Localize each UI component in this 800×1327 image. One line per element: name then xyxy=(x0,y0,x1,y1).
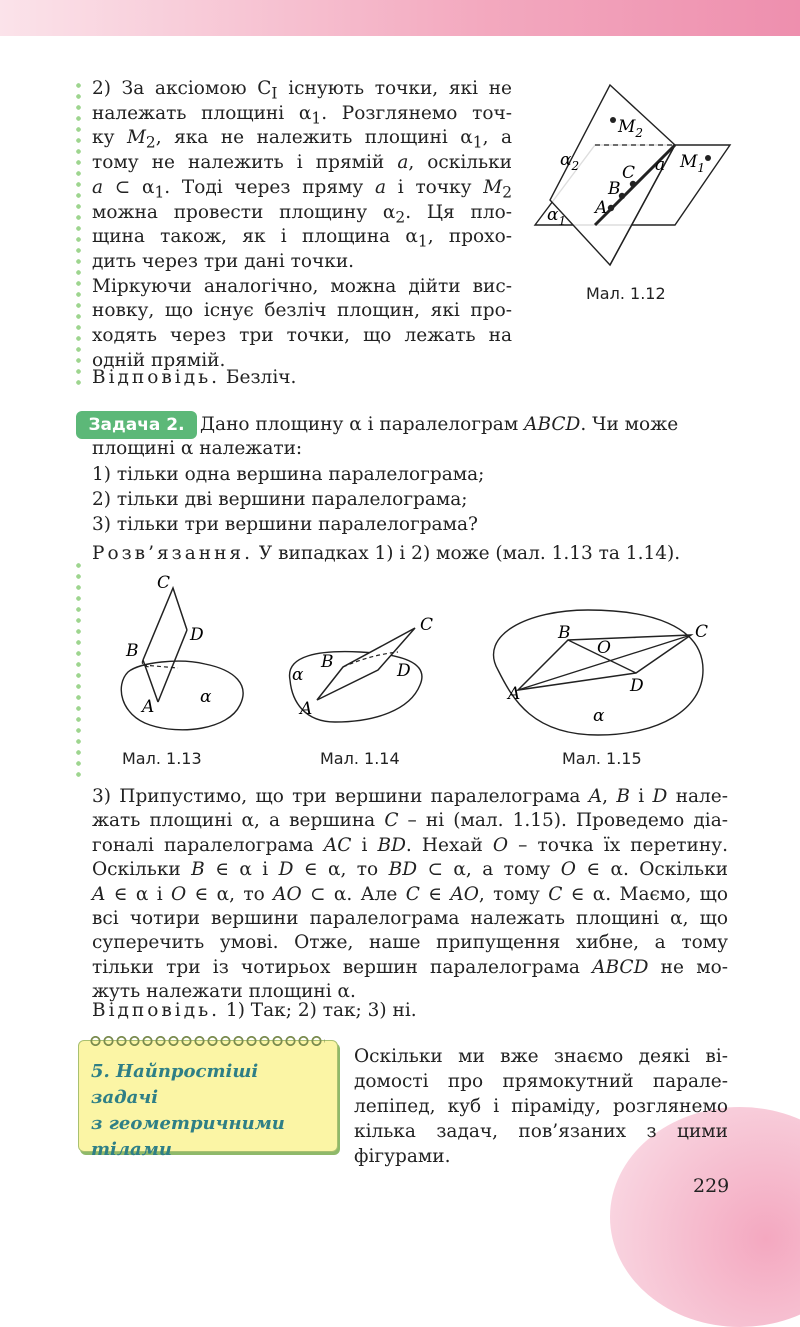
part-3-line: жуть належати площині α. xyxy=(92,981,356,1003)
task-2-option-1: 1) тільки одна вершина паралелограма; xyxy=(92,464,485,485)
section-5-intro-line: домості про прямокутний парале- xyxy=(354,1071,728,1092)
svg-text:B: B xyxy=(608,179,621,199)
svg-text:A: A xyxy=(142,697,155,717)
svg-text:A: A xyxy=(300,699,313,719)
figure-1-13-caption: Мал. 1.13 xyxy=(122,749,202,768)
svg-text:C: C xyxy=(622,163,636,183)
figure-1-15-caption: Мал. 1.15 xyxy=(562,749,642,768)
margin-dots xyxy=(76,560,81,780)
task-2-statement-line-2: площині α належати: xyxy=(92,438,303,459)
svg-text:B: B xyxy=(321,652,334,672)
figure-1-12 xyxy=(525,80,745,280)
task-2-option-2: 2) тільки дві вершини паралелограма; xyxy=(92,489,468,510)
figure-1-14 xyxy=(280,610,450,735)
part-3-line: жать площині α, а вершина C – ні (мал. 1.15). Проведемо діа- xyxy=(92,810,728,832)
svg-text:α2: $\alpha_2$ xyxy=(560,150,580,173)
svg-text:D: D xyxy=(397,661,411,681)
answer-label: Відповідь. xyxy=(92,1000,221,1021)
svg-text:a: a xyxy=(655,155,666,175)
svg-text:A: A xyxy=(595,198,608,218)
notebook-rings xyxy=(89,1033,325,1049)
figure-1-12-caption: Мал. 1.12 xyxy=(586,284,666,303)
svg-text:M2: $M_2$ xyxy=(618,117,644,140)
section-5-title-card xyxy=(78,1040,338,1160)
part-3-line: суперечить умові. Отже, наше припущення хибне, а тому xyxy=(92,932,728,954)
svg-text:O: O xyxy=(597,638,611,658)
margin-dots xyxy=(76,80,81,390)
axiom-line: ку $M_2$, яка не належить площині $\alpha_1$, а xyxy=(92,127,512,153)
axiom-line: тому не належить і прямій a, оскільки xyxy=(92,152,512,174)
part-3-line: всі чотири вершини паралелограма належать площині α, що xyxy=(92,908,728,929)
axiom-line: ходять через три точки, що лежать на xyxy=(92,325,512,346)
section-5-title-line: тілами xyxy=(91,1139,172,1160)
svg-text:B: B xyxy=(558,623,571,643)
axiom-line: дить через три дані точки. xyxy=(92,250,355,272)
axiom-line: належать площині $\alpha_1$. Розглянемо точ- xyxy=(92,102,512,128)
axiom-line: одній прямій. xyxy=(92,349,226,371)
solution-label: Розв’язання. xyxy=(92,543,253,564)
svg-text:D: D xyxy=(630,676,644,696)
figure-1-13 xyxy=(110,570,260,740)
part-3-line: Оскільки B ∈ α і D ∈ α, то BD ⊂ α, а тому O ∈ α. Оскільки xyxy=(92,859,728,881)
answer-1-line xyxy=(92,366,296,390)
axiom-line: щина також, як і площина $\alpha_1$, прохо- xyxy=(92,226,512,251)
solution-line xyxy=(92,542,680,566)
solution-text: У випадках 1) і 2) може (мал. 1.13 та 1.14). xyxy=(252,543,681,564)
page-number: 229 xyxy=(693,1175,730,1197)
section-5-intro-line: фігурами. xyxy=(354,1146,451,1167)
svg-text:M1: $M_1$ xyxy=(680,152,706,175)
task-2-statement-line-1: Дано площину α і паралелограм ABCD. Чи може xyxy=(200,414,679,435)
section-5-intro-line: Оскільки ми вже знаємо деякі ві- xyxy=(354,1046,728,1067)
svg-text:B: B xyxy=(126,641,139,661)
svg-text:A: A xyxy=(508,684,521,704)
axiom-line: новку, що існує безліч площин, які про- xyxy=(92,300,512,322)
svg-text:C: C xyxy=(420,615,434,635)
svg-text:α1: $\alpha_1$ xyxy=(547,205,567,228)
svg-text:α: α xyxy=(200,687,212,707)
task-2-badge: Задача 2. xyxy=(76,411,197,439)
section-5-title-line: з геометричними xyxy=(91,1113,285,1134)
figure-1-14-caption: Мал. 1.14 xyxy=(320,749,400,768)
answer-label: Відповідь. xyxy=(92,367,221,388)
section-5-title-line: 5. Найпростіші задачі xyxy=(91,1061,259,1108)
task-2-option-3: 3) тільки три вершини паралелограма? xyxy=(92,514,478,535)
plane-alpha xyxy=(121,661,243,730)
svg-text:D: D xyxy=(190,625,204,645)
part-3-line: гоналі паралелограма AC і BD. Нехай O – точка їх перетину. xyxy=(92,834,728,856)
svg-text:C: C xyxy=(157,573,171,593)
svg-text:α: α xyxy=(593,706,605,726)
answer-2-line xyxy=(92,999,417,1023)
part-3-line: 3) Припустимо, що три вершини паралелограма A, B і D нале- xyxy=(92,786,729,807)
part-3-line: тільки три із чотирьох вершин паралелограма ABCD не мо- xyxy=(92,956,728,978)
axiom-line: 2) За аксіомою $C_I$ існують точки, які не xyxy=(92,78,512,103)
axiom-line: a ⊂ $\alpha_1$. Тоді через пряму a і точку $M_2$ xyxy=(92,176,512,202)
axiom-line: можна провести площину $\alpha_2$. Ця пло- xyxy=(92,201,512,227)
svg-text:C: C xyxy=(695,622,709,642)
axiom-line: Міркуючи аналогічно, можна дійти вис- xyxy=(92,275,512,297)
answer-text: Безліч. xyxy=(220,367,297,388)
plane-alpha2 xyxy=(550,85,675,265)
part-3-line: A ∈ α і O ∈ α, то AO ⊂ α. Але C ∈ AO, тому C ∈ α. Маємо, що xyxy=(92,883,728,905)
page-header-band xyxy=(0,0,800,36)
svg-text:α: α xyxy=(292,665,304,685)
section-5-intro-line: кілька задач, пов’язаних з цими xyxy=(354,1121,728,1142)
figure-1-15 xyxy=(478,595,718,740)
answer-text: 1) Так; 2) так; 3) ні. xyxy=(220,1000,417,1021)
section-5-intro-line: лепіпед, куб і піраміду, розглянемо xyxy=(354,1096,728,1117)
